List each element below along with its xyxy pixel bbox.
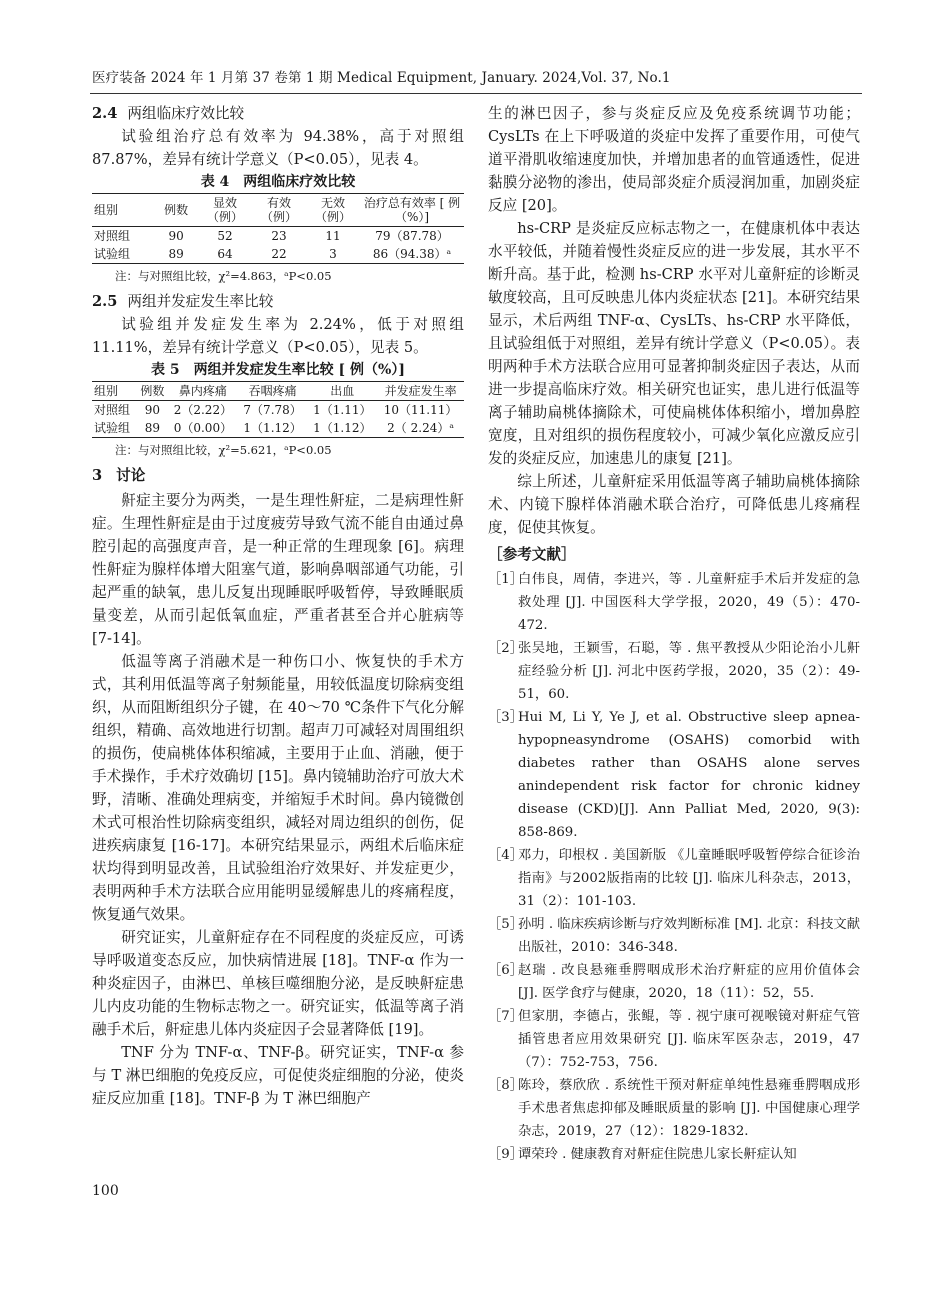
table-cell: 79（87.78）	[375, 229, 449, 243]
table-row	[92, 227, 464, 246]
running-header: 医疗装备 2024 年 1 月第 37 卷第 1 期 Medical Equipment, January. 2024,Vol. 37, No.1	[92, 70, 671, 86]
table-cell: 2（2.22）	[173, 403, 233, 417]
section-number: 2.5	[92, 293, 118, 310]
table-header-cell: 鼻内疼痛	[168, 382, 238, 401]
left-column	[92, 102, 464, 1110]
table-cell: 11	[325, 229, 341, 243]
table-cell: 90	[168, 229, 184, 243]
table4	[92, 193, 464, 264]
reference-text: 但家朋，李德占，张鲲，等 . 视宁康可视喉镜对鼾症气管插管患者应用效果研究 [J]. 临床军医杂志，2019，47（7）：752-753，756.	[518, 1009, 860, 1070]
right-column	[488, 102, 860, 1166]
table4-header-row	[92, 194, 464, 227]
table-cell: 3	[329, 247, 337, 261]
table-header-cell: 组别	[92, 194, 154, 227]
reference-number: ［5］	[488, 917, 524, 932]
paragraph: 鼾症主要分为两类，一是生理性鼾症，二是病理性鼾症。生理性鼾症是由于过度疲劳导致气流不能自由通过鼻腔引起的高强度声音，是一种正常的生理现象 [6]。病理性鼾症为腺样体增大阻塞气道，影响鼻咽部通气功能，引起严重的缺氧，患儿反复出现睡眠呼吸暂停，导致睡眠质量变差，从而引起低氧血症，严重者甚至合并心脏病等 [7-14]。	[92, 492, 464, 647]
paragraph: 研究证实，儿童鼾症存在不同程度的炎症反应，可诱导呼吸道变态反应，加快病情进展 [18]。TNF-α 作为一种炎症因子，由淋巴、单核巨噬细胞分泌，是反映鼾症患儿内皮功能的生物标志物之一。研究证实，低温等离子消融手术后，鼾症患儿体内炎症因子会显著降低 [19]。	[92, 929, 464, 1038]
references-heading: ［参考文献］	[488, 546, 576, 563]
reference-number: ［9］	[488, 1147, 524, 1162]
table-cell: 试验组	[94, 247, 131, 261]
table-header-cell: 例数	[137, 382, 168, 401]
table-cell: 89	[168, 247, 184, 261]
table-cell: 1（1.11）	[313, 403, 372, 417]
reference-number: ［6］	[488, 963, 524, 978]
reference-item	[488, 706, 860, 844]
table-cell: 52	[217, 229, 233, 243]
reference-number: ［7］	[488, 1009, 524, 1024]
reference-text: 邓力，印根权 . 美国新版 《儿童睡眠呼吸暂停综合征诊治指南》与2002版指南的比较 [J]. 临床儿科杂志，2013，31（2）：101-103.	[518, 848, 860, 909]
table-header-cell: 吞咽疼痛	[238, 382, 308, 401]
table5	[92, 381, 464, 438]
table-cell: 86（94.38）ᵃ	[372, 247, 452, 261]
table-cell: 对照组	[94, 229, 131, 243]
section-number: 2.4	[92, 105, 118, 122]
table-cell: 64	[217, 247, 233, 261]
table4-caption: 表 4 两组临床疗效比较	[200, 174, 356, 190]
table4-note: 注：与对照组比较，χ²=4.863，ᵃP<0.05	[115, 269, 332, 283]
table-cell: 1（1.12）	[313, 421, 372, 435]
reference-text: 陈玲，蔡欣欣 . 系统性干预对鼾症单纯性悬雍垂腭咽成形手术患者焦虑抑郁及睡眠质量的影响 [J]. 中国健康心理学杂志，2019，27（12）：1829-1832.	[518, 1078, 860, 1139]
section-2-5-heading	[92, 290, 464, 313]
table-cell: 7（7.78）	[243, 403, 302, 417]
reference-text: 谭荣玲 . 健康教育对鼾症住院患儿家长鼾症认知	[518, 1147, 797, 1162]
reference-item	[488, 1143, 860, 1166]
reference-number: ［8］	[488, 1078, 524, 1093]
section-number: 3	[92, 467, 103, 484]
table-cell: 0（0.00）	[173, 421, 233, 435]
table-header-cell: 例数	[154, 194, 198, 227]
reference-number: ［3］	[488, 710, 524, 725]
reference-number: ［1］	[488, 572, 524, 587]
reference-text: 白伟良，周倩，李进兴，等 . 儿童鼾症手术后并发症的急救处理 [J]. 中国医科大学学报，2020，49（5）：470-472.	[518, 572, 860, 633]
reference-text: 张吴地，王颖雪，石聪，等 . 焦平教授从少阳论治小儿鼾症经验分析 [J]. 河北中医药学报，2020，35（2）：49-51，60.	[518, 641, 860, 702]
reference-item	[488, 1005, 860, 1074]
table-cell: 试验组	[94, 421, 131, 435]
table5-header-row	[92, 382, 464, 401]
paragraph: hs-CRP 是炎症反应标志物之一，在健康机体中表达水平较低，并随着慢性炎症反应的进一步发展，其水平不断升高。基于此，检测 hs-CRP 水平对儿童鼾症的诊断灵敏度较高，且可反映患儿体内炎症状态 [21]。本研究结果显示，术后两组 TNF-α、CysLTs、hs-CRP 水平降低，且试验组低于对照组，差异有统计学意义（P<0.05）。表明两种手术方法联合应用可显著抑制炎症因子表达，从而进一步提高临床疗效。相关研究也证实，患儿进行低温等离子辅助扁桃体摘除术，可使扁桃体体积缩小，增加鼻腔宽度，且对组织的损伤程度较小，可减少氧化应激反应引发的炎症反应，加速患儿的康复 [21]。	[488, 220, 860, 467]
table-cell: 2（ 2.24）ᵃ	[387, 421, 454, 435]
table-header-cell: 组别	[92, 382, 137, 401]
table-cell: 23	[271, 229, 287, 243]
table5-note: 注：与对照组比较，χ²=5.621，ᵃP<0.05	[115, 443, 332, 457]
table-header-cell: 无效（例）	[306, 194, 360, 227]
section-3-heading	[92, 464, 464, 487]
table-header-cell: 出血	[307, 382, 377, 401]
page-number: 100	[92, 1183, 119, 1199]
table-cell: 89	[144, 421, 161, 435]
reference-text: 孙明 . 临床疾病诊断与疗效判断标准 [M]. 北京：科技文献出版社，2010：346-348.	[518, 917, 860, 955]
table5-caption: 表 5 两组并发症发生率比较 [ 例（%）]	[151, 362, 405, 378]
section-2-5-text: 试验组并发症发生率为 2.24%，低于对照组 11.11%，差异有统计学意义（P<0.05），见表 5。	[92, 316, 464, 356]
section-2-4-text: 试验组治疗总有效率为 94.38%，高于对照组 87.87%，差异有统计学意义（P<0.05），见表 4。	[92, 128, 464, 168]
section-title: 讨论	[116, 467, 146, 484]
table-row	[92, 245, 464, 264]
reference-item	[488, 959, 860, 1005]
section-title: 两组临床疗效比较	[127, 105, 245, 122]
section-title: 两组并发症发生率比较	[127, 293, 274, 310]
table-cell: 90	[144, 403, 161, 417]
header-rule	[90, 93, 862, 94]
paragraph: TNF 分为 TNF-α、TNF-β。研究证实，TNF-α 参与 T 淋巴细胞的免疫反应，可促使炎症细胞的分泌，使炎症反应加重 [18]。TNF-β 为 T 淋巴细胞产	[92, 1044, 464, 1107]
paragraph: 综上所述，儿童鼾症采用低温等离子辅助扁桃体摘除术、内镜下腺样体消融术联合治疗，可降低患儿疼痛程度，促使其恢复。	[488, 473, 860, 536]
reference-number: ［2］	[488, 641, 524, 656]
table-header-cell: 并发症发生率	[377, 382, 464, 401]
reference-item	[488, 568, 860, 637]
table-row	[92, 419, 464, 438]
table-row	[92, 401, 464, 420]
paragraph: 生的淋巴因子，参与炎症反应及免疫系统调节功能；CysLTs 在上下呼吸道的炎症中发挥了重要作用，可使气道平滑肌收缩速度加快，并增加患者的血管通透性，促进黏膜分泌物的渗出，使局部炎症介质浸润加重，加剧炎症反应 [20]。	[488, 105, 860, 214]
reference-item	[488, 1074, 860, 1143]
table-header-cell: 有效（例）	[252, 194, 306, 227]
reference-text: 赵瑞 . 改良悬雍垂腭咽成形术治疗鼾症的应用价值体会 [J]. 医学食疗与健康，2020，18（11）：52，55.	[518, 963, 860, 1001]
reference-item	[488, 913, 860, 959]
section-2-4-heading	[92, 102, 464, 125]
table-cell: 22	[271, 247, 287, 261]
table-header-cell: 治疗总有效率 [ 例（%）]	[360, 194, 464, 227]
reference-text: Hui M, Li Y, Ye J, et al. Obstructive sleep apnea-hypopneasyndrome (OSAHS) comorbid with diabetes rather than OSAHS alone serves anindependent risk factor for chronic kidney disease (CKD)[J]. Ann Palliat Med, 2020, 9(3): 858-869.	[518, 710, 860, 840]
table-cell: 1（1.12）	[243, 421, 302, 435]
reference-number: ［4］	[488, 848, 524, 863]
table-cell: 对照组	[94, 403, 131, 417]
reference-item	[488, 637, 860, 706]
reference-item	[488, 844, 860, 913]
paragraph: 低温等离子消融术是一种伤口小、恢复快的手术方式，其利用低温等离子射频能量，用较低温度切除病变组织，从而阻断组织分子键，在 40～70 ℃条件下气化分解组织，精确、高效地进行切割。超声刀可减轻对周围组织的损伤，使扁桃体体积缩减，主要用于止血、消融，便于手术操作，手术疗效确切 [15]。鼻内镜辅助治疗可放大术野，清晰、准确处理病变，并缩短手术时间。鼻内镜微创术式可根治性切除病变组织，减轻对周边组织的创伤，促进疾病康复 [16-17]。本研究结果显示，两组术后临床症状均得到明显改善，且试验组治疗效果好、并发症更少，表明两种手术方法联合应用能明显缓解患儿的疼痛程度，恢复通气效果。	[92, 653, 464, 923]
table-header-cell: 显效（例）	[198, 194, 252, 227]
table-cell: 10（11.11）	[383, 403, 458, 417]
